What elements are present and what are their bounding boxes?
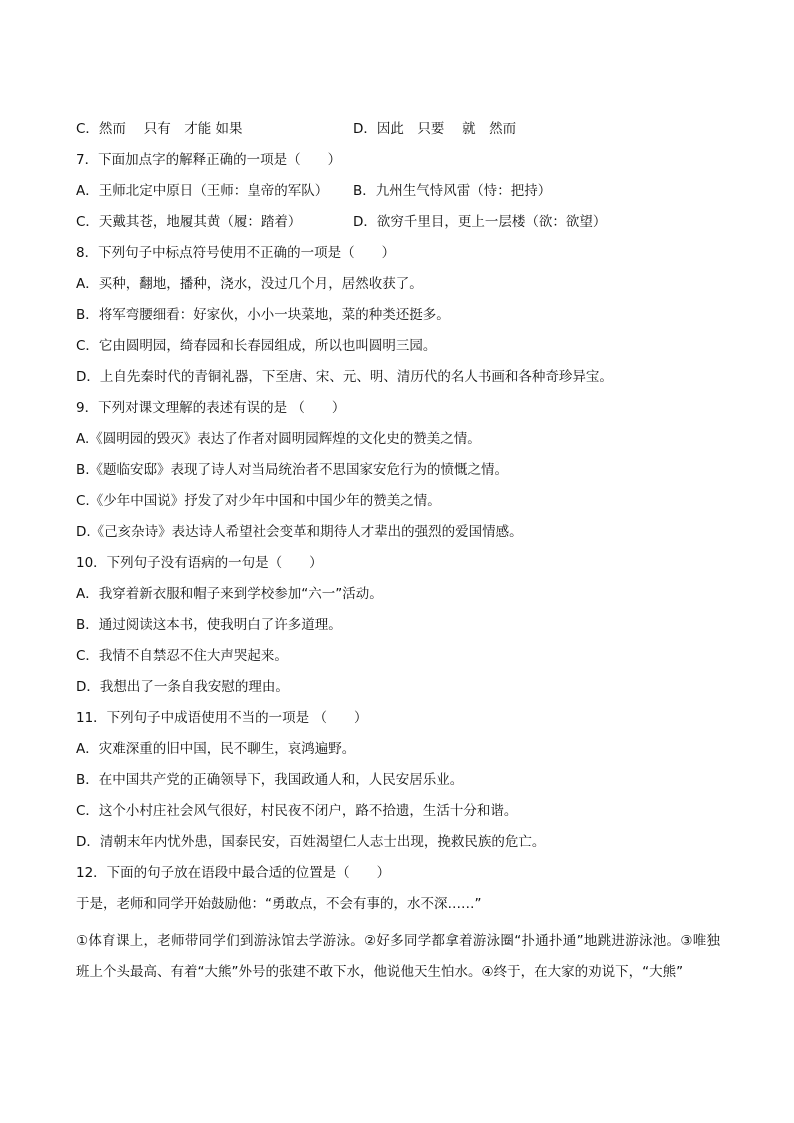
q12-passage: ①体育课上，老师带同学们到游泳馆去学游泳。②好多同学都拿着游泳圈“扑通扑通”地跳进游泳池。③唯独班上个头最高、有着“大熊”外号的张建不敢下水，他说他天生怕水。④终于，在大家的劝说下，“大熊” — [76, 933, 720, 980]
q7-options-cd — [76, 212, 607, 232]
question-7: 7．下面加点字的解释正确的一项是（ ） — [76, 152, 342, 168]
question-8: 8．下列句子中标点符号使用不正确的一项是（ ） — [76, 245, 396, 261]
q8-option-c: C．它由圆明园，绮春园和长春园组成，所以也叫圆明三园。 — [76, 338, 437, 354]
q6-option-c: C．然而 只有 才能 如果 — [76, 121, 243, 137]
q7-option-a: A．王师北定中原日（王师：皇帝的军队） — [76, 183, 329, 199]
q7-options-ab — [76, 181, 552, 201]
question-9: 9．下列对课文理解的表述有误的是 （ ） — [76, 400, 346, 416]
q10-option-d: D．我想出了一条自我安慰的理由。 — [76, 679, 289, 695]
q9-option-a: A.《圆明园的毁灭》表达了作者对圆明园辉煌的文化史的赞美之情。 — [76, 431, 481, 447]
q9-option-d: D.《己亥杂诗》表达诗人希望社会变革和期待人才辈出的强烈的爱国情感。 — [76, 524, 523, 540]
q7-option-c: C．天戴其苍，地履其黄（履：踏着） — [76, 214, 302, 230]
q8-option-d: D．上自先秦时代的青铜礼器，下至唐、宋、元、明、清历代的名人书画和各种奇珍异宝。 — [76, 369, 613, 385]
q6-option-d: D．因此 只要 就 然而 — [353, 121, 517, 137]
q11-option-b: B．在中国共产党的正确领导下，我国政通人和，人民安居乐业。 — [76, 772, 464, 788]
q6-options-cd — [76, 119, 517, 139]
q10-option-c: C．我情不自禁忍不住大声哭起来。 — [76, 648, 288, 664]
q7-option-d: D．欲穷千里目，更上一层楼（欲：欲望） — [353, 214, 607, 230]
q10-option-a: A．我穿着新衣服和帽子来到学校参加“六一”活动。 — [76, 586, 383, 602]
q9-option-c: C.《少年中国说》抒发了对少年中国和中国少年的赞美之情。 — [76, 493, 441, 509]
q7-option-b: B．九州生气恃风雷（恃：把持） — [353, 183, 552, 199]
q8-option-a: A．买种，翻地，播种，浇水，没过几个月，居然收获了。 — [76, 276, 423, 292]
q9-option-b: B.《题临安邸》表现了诗人对当局统治者不思国家安危行为的愤慨之情。 — [76, 462, 509, 478]
question-11: 11．下列句子中成语使用不当的一项是 （ ） — [76, 710, 368, 726]
q12-sentence: 于是，老师和同学开始鼓励他：“勇敢点，不会有事的，水不深……” — [76, 896, 482, 912]
q8-option-b: B．将军弯腰细看：好家伙，小小一块菜地，菜的种类还挺多。 — [76, 307, 450, 323]
q11-option-a: A．灾难深重的旧中国，民不聊生，哀鸿遍野。 — [76, 741, 356, 757]
question-12: 12．下面的句子放在语段中最合适的位置是（ ） — [76, 865, 391, 881]
question-10: 10．下列句子没有语病的一句是（ ） — [76, 555, 323, 571]
q10-option-b: B．通过阅读这本书，使我明白了许多道理。 — [76, 617, 342, 633]
q11-option-c: C．这个小村庄社会风气很好，村民夜不闭户，路不拾遗，生活十分和谐。 — [76, 803, 518, 819]
q11-option-d: D．清朝末年内忧外患，国泰民安，百姓渴望仁人志士出现，挽救民族的危亡。 — [76, 834, 546, 850]
